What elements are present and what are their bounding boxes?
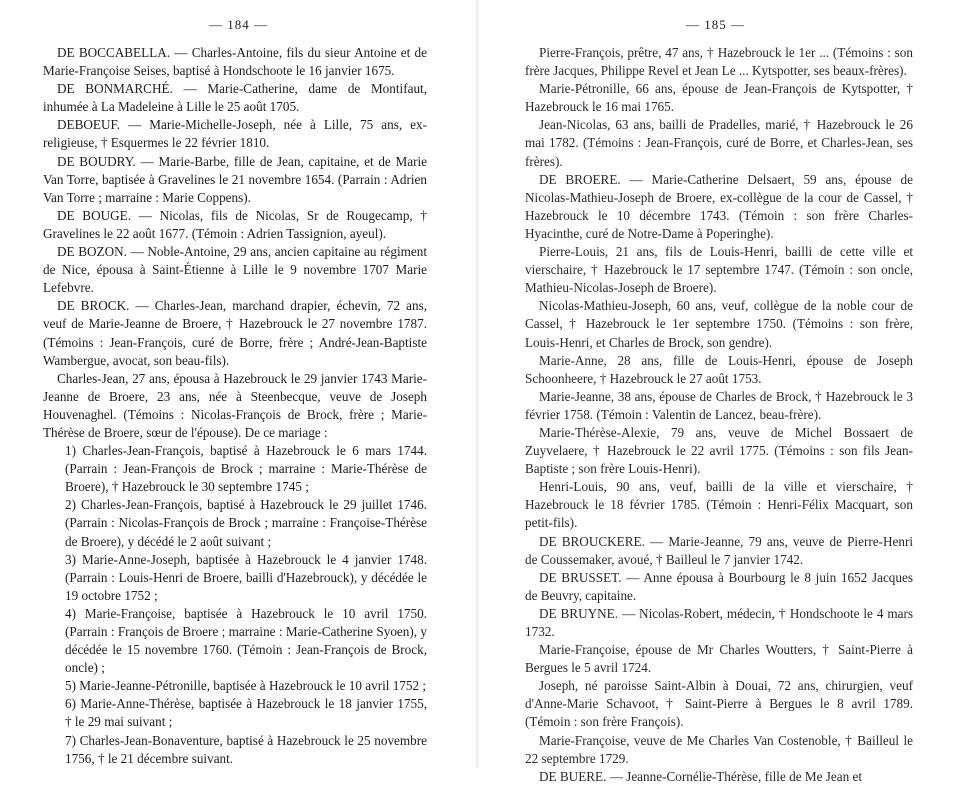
entry-paragraph: Charles-Jean, 27 ans, épousa à Hazebrouck le 29 janvier 1743 Marie-Jeanne de Broere, 23 ans, née à Steenbecque, veuve de Joseph Houvenaghel. (Témoins : Nicolas-François de Brock, frère ; Marie-Thérèse de Broere, sœur de l'épouse). De ce mariage : <box>43 370 427 440</box>
child-entry: 7) Charles-Jean-Bonaventure, baptisé à Hazebrouck le 25 novembre 1756, † le 21 décembre suivant. <box>65 732 427 766</box>
left-page <box>0 0 477 768</box>
entry-paragraph: DE BOUDRY. — Marie-Barbe, fille de Jean, capitaine, et de Marie Van Torre, baptisée à Gravelines le 21 novembre 1654. (Parrain : Adrien Van Torre ; marraine : Marie Coppens). <box>43 153 427 205</box>
entry-paragraph: Marie-Jeanne, 38 ans, épouse de Charles de Brock, † Hazebrouck le 3 février 1758. (Témoin : Valentin de Lancez, beau-frère). <box>525 388 913 422</box>
entry-paragraph: Marie-Françoise, veuve de Me Charles Van Costenoble, † Bailleul le 22 septembre 1729. <box>525 732 913 766</box>
entry-paragraph: Pierre-Louis, 21 ans, fils de Louis-Henri, bailli de cette ville et vierschaire, † Hazebrouck le 17 septembre 1747. (Témoin : son oncle, Mathieu-Nicolas-Joseph de Broere). <box>525 244 913 296</box>
entry-paragraph: Marie-Anne, 28 ans, fille de Louis-Henri, épouse de Joseph Schoonheere, † Hazebrouck le 27 août 1753. <box>525 352 913 386</box>
entry-paragraph: DE BOUGE. — Nicolas, fils de Nicolas, Sr de Rougecamp, † Gravelines le 22 août 1677. (Témoin : Adrien Tassignion, ayeul). <box>43 207 427 241</box>
page-number-left: — 184 — <box>209 17 268 32</box>
entry-paragraph: DE BONMARCHÉ. — Marie-Catherine, dame de Montifaut, inhumée à La Madeleine à Lille le 25 août 1705. <box>43 81 427 115</box>
child-entry: 5) Marie-Jeanne-Pétronille, baptisée à Hazebrouck le 10 avril 1752 ; <box>65 678 427 694</box>
entry-paragraph: DE BUERE. — Jeanne-Cornélie-Thérèse, fille de Me Jean et <box>539 768 862 784</box>
entry-paragraph: DE BROERE. — Marie-Catherine Delsaert, 59 ans, épouse de Nicolas-Mathieu-Joseph de Broere, ex-collègue de la cour de Cassel, † Hazebrouck le 10 décembre 1743. (Témoin : son frère Charles-Hyacinthe, curé de Notre-Dame à Poperinghe). <box>525 171 913 241</box>
right-page <box>477 0 954 784</box>
entry-paragraph: Joseph, né paroisse Saint-Albin à Douai, 72 ans, chirurgien, veuf d'Anne-Marie Schavoot, † Saint-Pierre à Bergues le 8 avril 1789. (Témoin : son frère François). <box>525 678 913 730</box>
entry-paragraph: DEBOEUF. — Marie-Michelle-Joseph, née à Lille, 75 ans, ex-religieuse, † Esquermes le 22 février 1810. <box>43 117 427 151</box>
right-text-column <box>525 44 913 786</box>
child-entry: 4) Marie-Françoise, baptisée à Hazebrouck le 10 avril 1750. (Parrain : François de Broere ; marraine : Marie-Catherine Syoen), y décédée le 15 novembre 1760. (Témoin : Jean-François de Brock, oncle) ; <box>65 605 427 676</box>
entry-paragraph: Pierre-François, prêtre, 47 ans, † Hazebrouck le 1er ... (Témoins : son frère Jacques, Philippe Revel et Jean Le ... Kytspotter, ses beaux-frères). <box>525 45 913 79</box>
entry-paragraph: DE BROCK. — Charles-Jean, marchand drapier, échevin, 72 ans, veuf de Marie-Jeanne de Broere, † Hazebrouck le 27 novembre 1787. (Témoins : Jean-François, curé de Borre, frère ; André-Jean-Baptiste Wambergue, avocat, son beau-fils). <box>43 298 427 368</box>
entry-paragraph: DE BOZON. — Noble-Antoine, 29 ans, ancien capitaine au régiment de Nice, épousa à Saint-Étienne à Lille le 9 novembre 1707 Marie Lefebvre. <box>43 244 427 296</box>
entry-paragraph: Henri-Louis, 90 ans, veuf, bailli de la ville et vierschaire, † Hazebrouck le 18 février 1785. (Témoin : Henri-Félix Macquart, son petit-fils). <box>525 479 913 531</box>
entry-paragraph: DE BOCCABELLA. — Charles-Antoine, fils du sieur Antoine et de Marie-Françoise Seises, baptisé à Hondschoote le 16 janvier 1675. <box>43 45 427 79</box>
entry-paragraph: DE BRUYNE. — Nicolas-Robert, médecin, † Hondschoote le 4 mars 1732. <box>525 605 913 639</box>
child-entry: 3) Marie-Anne-Joseph, baptisée à Hazebrouck le 4 janvier 1748. (Parrain : Louis-Henri de Broere, bailli d'Hazebrouck), y décédée le 19 octobre 1752 ; <box>65 551 427 603</box>
child-entry: 1) Charles-Jean-François, baptisé à Hazebrouck le 6 mars 1744. (Parrain : Jean-François de Brock ; marraine : Marie-Thérèse de Broere), † Hazebrouck le 30 septembre 1745 ; <box>65 443 427 495</box>
page-number-right: — 185 — <box>686 17 745 32</box>
entry-paragraph: Jean-Nicolas, 63 ans, bailli de Pradelles, marié, † Hazebrouck le 26 mai 1782. (Témoins : Jean-François, curé de Borre, et Charles-Jean, ses frères). <box>525 117 913 169</box>
entry-paragraph: Marie-Pétronille, 66 ans, épouse de Jean-François de Kytspotter, † Hazebrouck le 16 mai 1765. <box>525 81 913 115</box>
child-entry: 6) Marie-Anne-Thérèse, baptisée à Hazebrouck le 18 janvier 1755, † le 29 mai suivant ; <box>65 696 427 730</box>
entry-paragraph: Marie-Françoise, épouse de Mr Charles Woutters, † Saint-Pierre à Bergues le 5 avril 1724. <box>525 642 913 676</box>
entry-paragraph: DE BRUSSET. — Anne épousa à Bourbourg le 8 juin 1652 Jacques de Beuvry, capitaine. <box>525 569 913 603</box>
entry-paragraph: Marie-Thérèse-Alexie, 79 ans, veuve de Michel Bossaert de Zuyvelaere, † Hazebrouck le 22 avril 1775. (Témoins : son fils Jean-Baptiste ; son frère Louis-Henri). <box>525 424 913 477</box>
left-text-column <box>43 44 427 768</box>
entry-paragraph: DE BROUCKERE. — Marie-Jeanne, 79 ans, veuve de Pierre-Henri de Coussemaker, avoué, † Bailleul le 7 janvier 1742. <box>525 533 913 567</box>
entry-paragraph: Nicolas-Mathieu-Joseph, 60 ans, veuf, collègue de la noble cour de Cassel, † Hazebrouck le 1er septembre 1750. (Témoins : son frère, Louis-Henri, et Charles de Brock, son gendre). <box>525 298 913 350</box>
child-entry: 2) Charles-Jean-François, baptisé à Hazebrouck le 29 juillet 1746. (Parrain : Nicolas-François de Brock ; marraine : Françoise-Thérèse de Broere), y décédé le 2 août suivant ; <box>65 497 427 549</box>
